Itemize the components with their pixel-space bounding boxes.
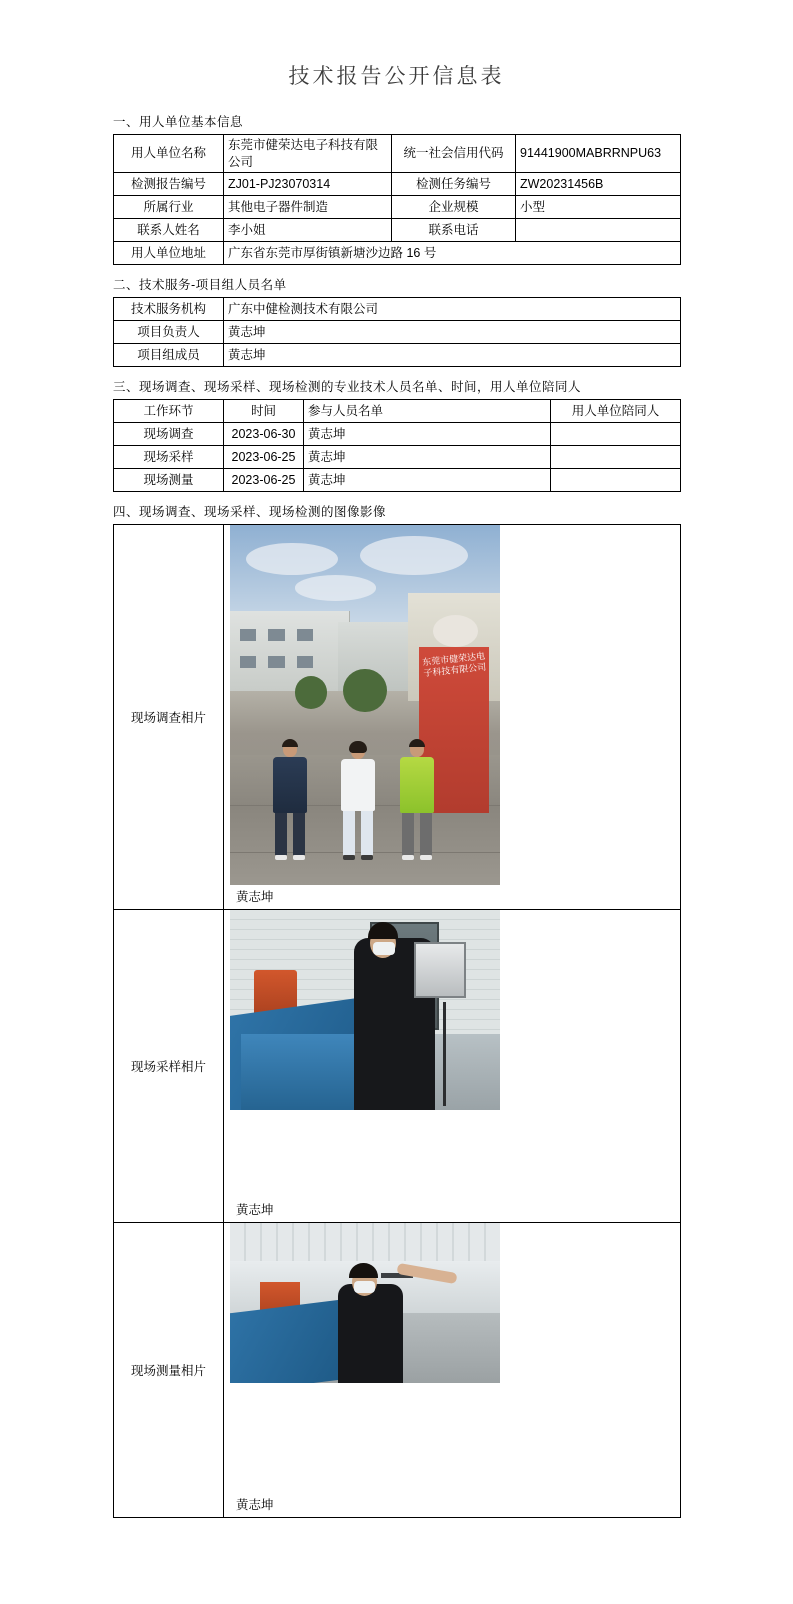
- cell-stage-measure: 现场测量: [114, 469, 224, 492]
- header-staff: 参与人员名单: [304, 400, 551, 423]
- survey-photo-wrap: [224, 525, 680, 909]
- label-contact-name: 联系人姓名: [114, 219, 224, 242]
- label-sampling-photo: 现场采样相片: [114, 910, 224, 1223]
- value-contact-phone: [516, 219, 681, 242]
- sampling-photo: [230, 910, 500, 1110]
- photo-evidence-table: [113, 524, 681, 1518]
- employer-info-table: [113, 134, 681, 265]
- face-mask: [373, 942, 395, 955]
- header-accompany: 用人单位陪同人: [551, 400, 681, 423]
- cell-staff-survey: 黄志坤: [304, 423, 551, 446]
- survey-photo-caption: 黄志坤: [236, 890, 274, 904]
- measure-photo-wrap: [224, 1223, 680, 1517]
- label-industry: 所属行业: [114, 196, 224, 219]
- cell-staff-measure: 黄志坤: [304, 469, 551, 492]
- value-contact-name: 李小姐: [224, 219, 392, 242]
- fieldwork-schedule-table: [113, 399, 681, 492]
- sampling-photo-caption: 黄志坤: [236, 1203, 274, 1217]
- table-row: [114, 298, 681, 321]
- header-stage: 工作环节: [114, 400, 224, 423]
- person-left: [273, 741, 307, 860]
- table-row: [114, 173, 681, 196]
- label-credit-code: 统一社会信用代码: [392, 135, 516, 173]
- cell-stage-sampling: 现场采样: [114, 446, 224, 469]
- person-center: [341, 743, 375, 860]
- table-row: [114, 135, 681, 173]
- table-row: [114, 423, 681, 446]
- table-row: [114, 344, 681, 367]
- tree: [343, 669, 386, 712]
- label-enterprise-scale: 企业规模: [392, 196, 516, 219]
- table-row: [114, 446, 681, 469]
- tree: [295, 676, 327, 708]
- pillar-company-text: 东莞市健荣达电子科技有限公司: [421, 651, 487, 680]
- measure-photo-cell: [224, 1223, 681, 1518]
- value-project-leader: 黄志坤: [224, 321, 681, 344]
- building-left: [230, 611, 350, 690]
- section-1-heading: 一、用人单位基本信息: [113, 115, 244, 129]
- face-mask: [354, 1281, 375, 1293]
- cell-accompany-sampling: [551, 446, 681, 469]
- ceiling: [230, 1223, 500, 1265]
- worker-body: [338, 1284, 403, 1383]
- project-team-table: [113, 297, 681, 367]
- label-project-members: 项目组成员: [114, 344, 224, 367]
- survey-photo: [230, 525, 500, 885]
- label-project-leader: 项目负责人: [114, 321, 224, 344]
- table-row: [114, 321, 681, 344]
- cloud: [360, 536, 468, 576]
- cell-accompany-survey: [551, 423, 681, 446]
- cloud: [295, 575, 376, 600]
- value-credit-code: 91441900MABRRNPU63: [516, 135, 681, 173]
- survey-photo-cell: [224, 525, 681, 910]
- photo-row-measure: [114, 1223, 681, 1518]
- value-industry: 其他电子器件制造: [224, 196, 392, 219]
- label-task-no: 检测任务编号: [392, 173, 516, 196]
- cell-date-survey: 2023-06-30: [224, 423, 304, 446]
- cell-date-sampling: 2023-06-25: [224, 446, 304, 469]
- label-address: 用人单位地址: [114, 242, 224, 265]
- label-survey-photo: 现场调查相片: [114, 525, 224, 910]
- value-enterprise-scale: 小型: [516, 196, 681, 219]
- value-report-no: ZJ01-PJ23070314: [224, 173, 392, 196]
- table-row: [114, 219, 681, 242]
- photo-row-survey: [114, 525, 681, 910]
- person-right: [400, 741, 434, 860]
- sampling-instrument: [414, 942, 466, 998]
- value-task-no: ZW20231456B: [516, 173, 681, 196]
- measure-photo-caption: 黄志坤: [236, 1498, 274, 1512]
- label-company-name: 用人单位名称: [114, 135, 224, 173]
- cell-stage-survey: 现场调查: [114, 423, 224, 446]
- table-row: [114, 469, 681, 492]
- sampling-photo-cell: [224, 910, 681, 1223]
- cell-accompany-measure: [551, 469, 681, 492]
- value-project-members: 黄志坤: [224, 344, 681, 367]
- label-contact-phone: 联系电话: [392, 219, 516, 242]
- label-service-org: 技术服务机构: [114, 298, 224, 321]
- table-row: [114, 196, 681, 219]
- table-row: [114, 242, 681, 265]
- cell-date-measure: 2023-06-25: [224, 469, 304, 492]
- section-2-heading: 二、技术服务-项目组人员名单: [113, 278, 287, 292]
- photo-row-sampling: [114, 910, 681, 1223]
- table-header-row: [114, 400, 681, 423]
- section-4-heading: 四、现场调查、现场采样、现场检测的图像影像: [113, 505, 387, 519]
- label-report-no: 检测报告编号: [114, 173, 224, 196]
- header-date: 时间: [224, 400, 304, 423]
- value-service-org: 广东中健检测技术有限公司: [224, 298, 681, 321]
- tripod: [443, 1002, 446, 1106]
- sampling-photo-wrap: [224, 910, 680, 1222]
- page-title: 技术报告公开信息表: [288, 65, 505, 88]
- value-company-name: 东莞市健荣达电子科技有限公司: [224, 135, 392, 173]
- section-3-heading: 三、现场调查、现场采样、现场检测的专业技术人员名单、时间，用人单位陪同人: [113, 380, 582, 394]
- value-address: 广东省东莞市厚街镇新塘沙边路 16 号: [224, 242, 681, 265]
- label-measure-photo: 现场测量相片: [114, 1223, 224, 1518]
- cell-staff-sampling: 黄志坤: [304, 446, 551, 469]
- measure-photo: [230, 1223, 500, 1383]
